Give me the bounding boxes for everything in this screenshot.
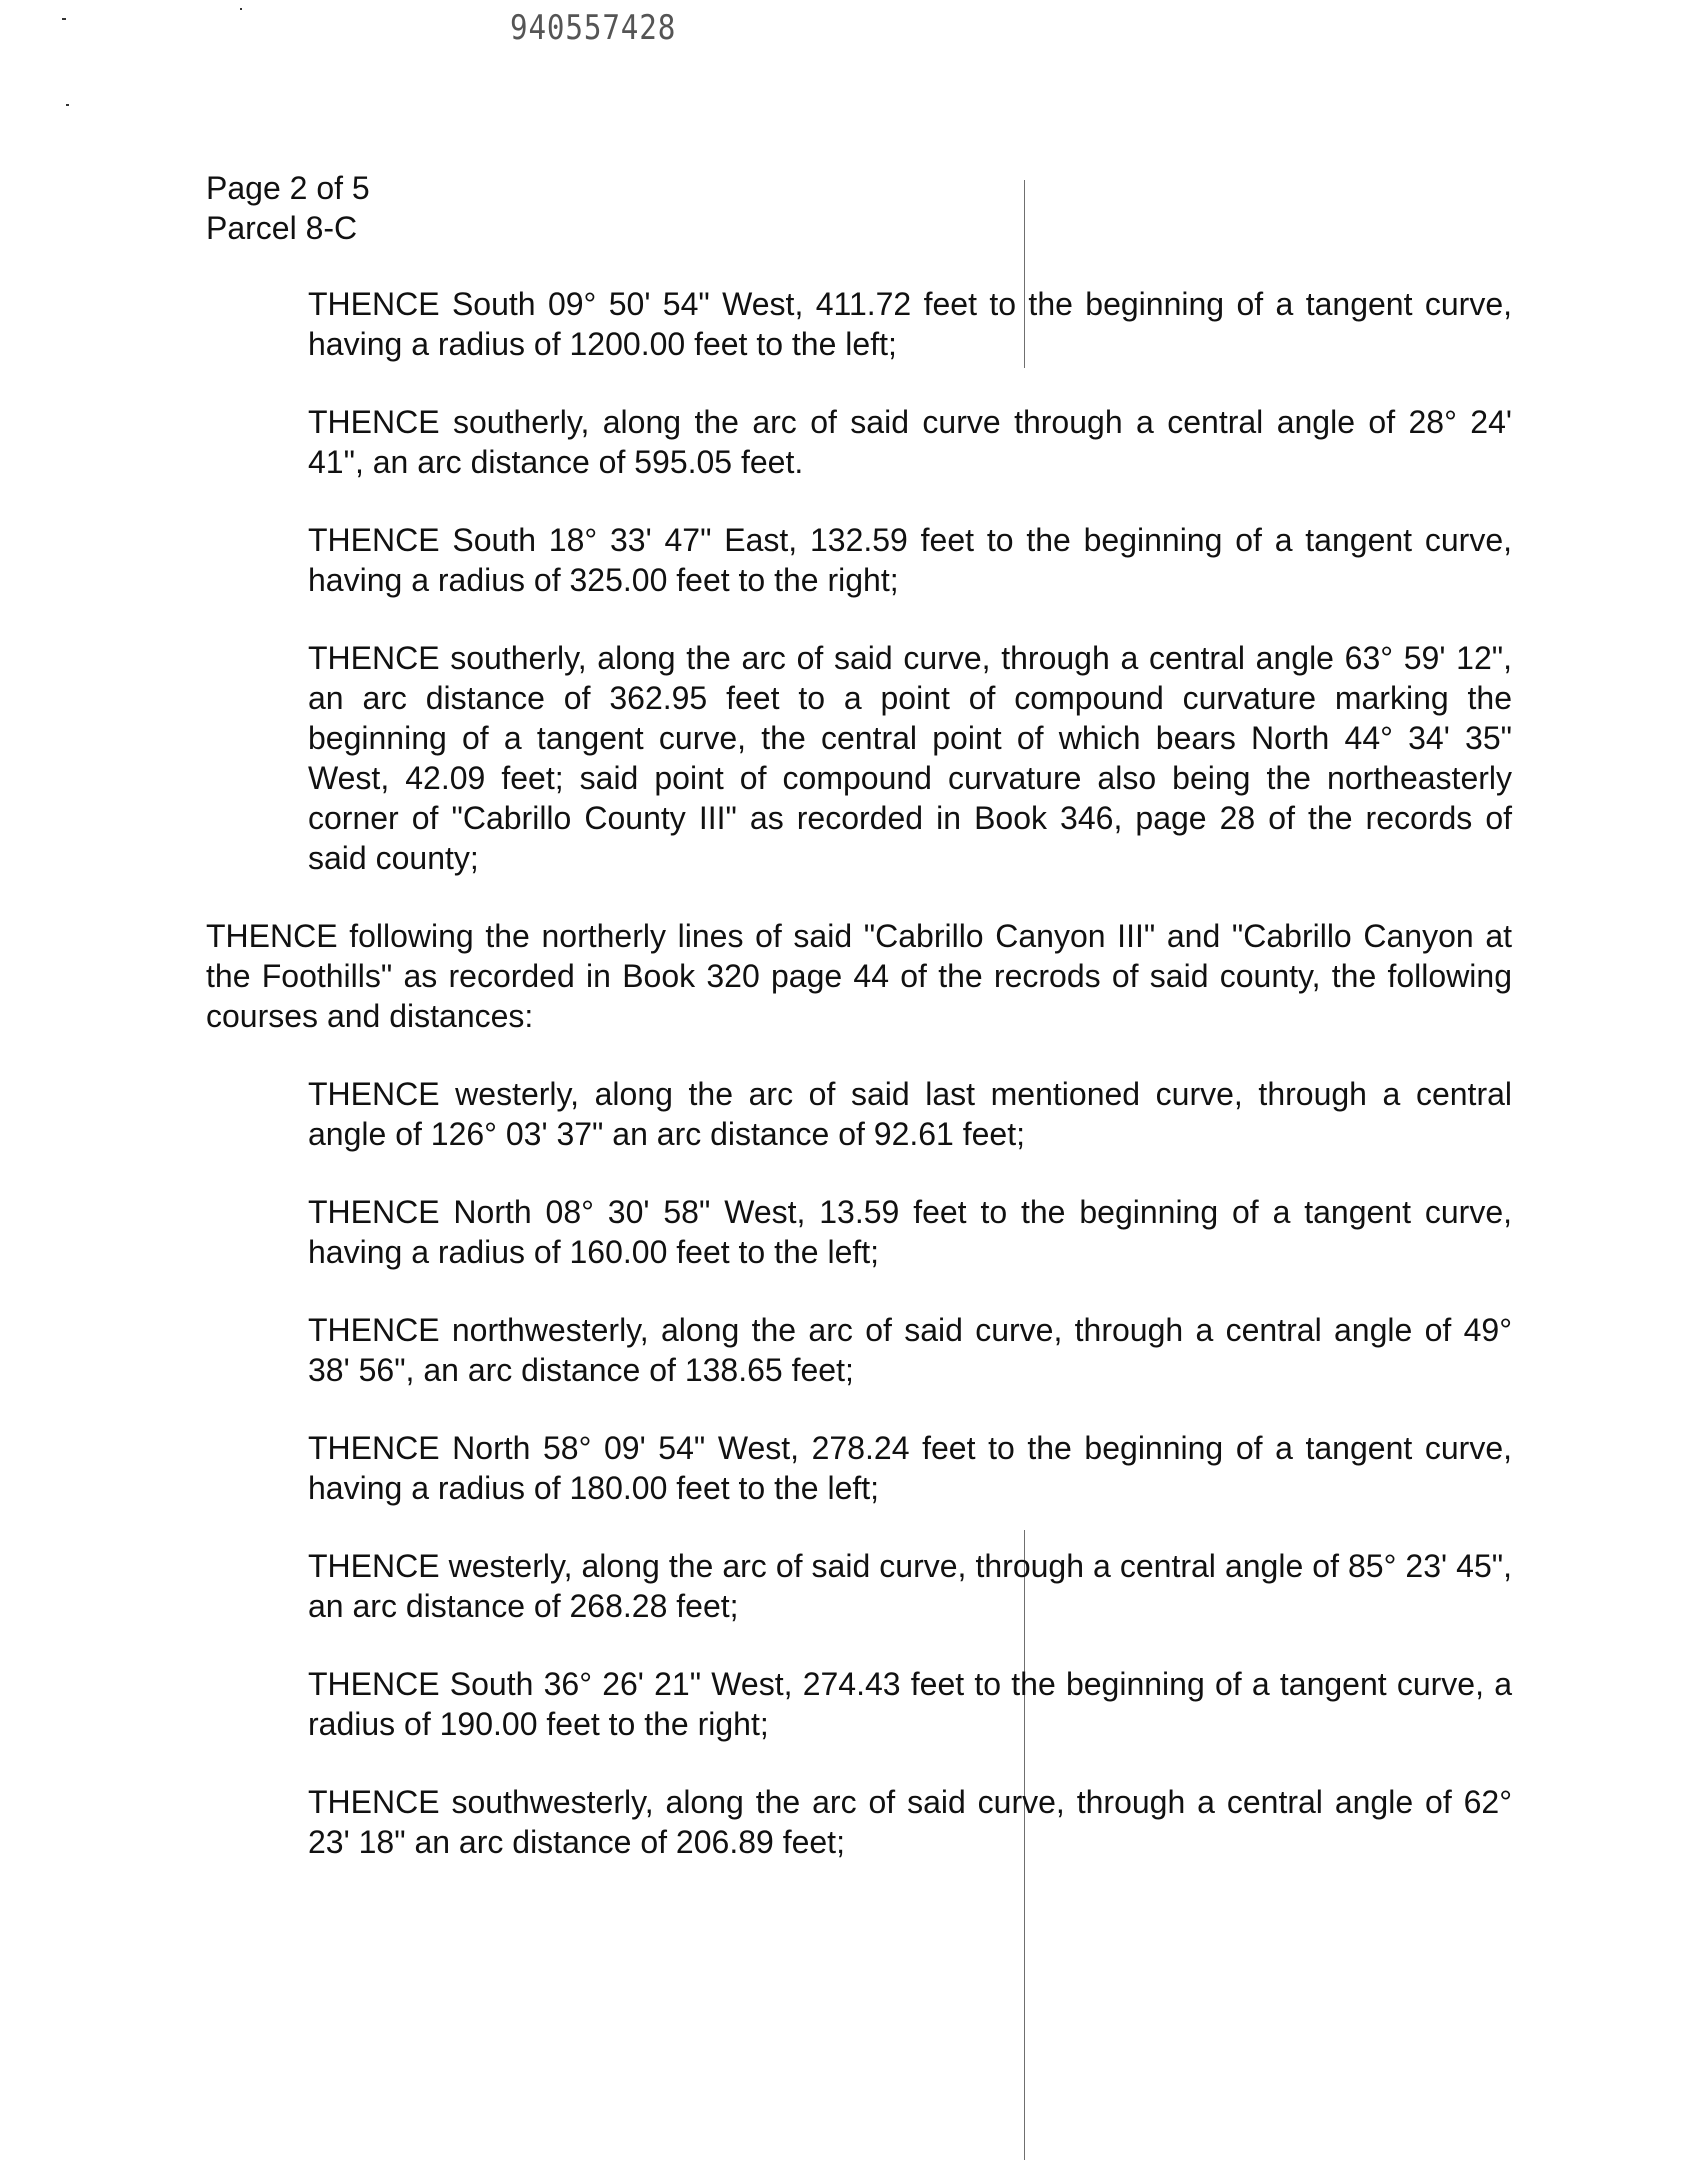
course-paragraph: THENCE westerly, along the arc of said curve, through a central angle of 85° 23' 45", an arc distance of 268.28 feet; xyxy=(308,1548,1512,1624)
course-paragraph: THENCE South 09° 50' 54" West, 411.72 feet to the beginning of a tangent curve, having a radius of 1200.00 feet to the left; xyxy=(308,286,1512,362)
course-paragraph: THENCE South 18° 33' 47" East, 132.59 feet to the beginning of a tangent curve, having a radius of 325.00 feet to the right; xyxy=(308,522,1512,598)
scan-speck xyxy=(62,18,66,20)
course-paragraph: THENCE southwesterly, along the arc of said curve, through a central angle of 62° 23' 18" an arc distance of 206.89 feet; xyxy=(308,1784,1512,1860)
courses-intro-paragraph: THENCE following the northerly lines of said "Cabrillo Canyon III" and "Cabrillo Canyon at the Foothills" as recorded in Book 320 page 44 of the recrods of said county, the following courses and distances: xyxy=(206,918,1512,1034)
course-paragraph: THENCE northwesterly, along the arc of said curve, through a central angle of 49° 38' 56", an arc distance of 138.65 feet; xyxy=(308,1312,1512,1388)
parcel-id: Parcel 8-C xyxy=(206,210,358,246)
course-paragraph: THENCE southerly, along the arc of said curve, through a central angle 63° 59' 12", an arc distance of 362.95 feet to a point of compound curvature marking the beginning of a tangent curve, the central point of which bears North 44° 34' 35" West, 42.09 feet; said point of compound curvature also being the northeasterly corner of "Cabrillo County III" as recorded in Book 346, page 28 of the records of said county; xyxy=(308,640,1512,876)
course-paragraph: THENCE North 08° 30' 58" West, 13.59 feet to the beginning of a tangent curve, having a radius of 160.00 feet to the left; xyxy=(308,1194,1512,1270)
scan-speck xyxy=(66,104,69,106)
page-header xyxy=(206,168,370,248)
course-paragraph: THENCE westerly, along the arc of said last mentioned curve, through a central angle of 126° 03' 37" an arc distance of 92.61 feet; xyxy=(308,1076,1512,1152)
document-stamp-number: 940557428 xyxy=(510,8,677,48)
course-paragraph: THENCE South 36° 26' 21" West, 274.43 feet to the beginning of a tangent curve, a radius of 190.00 feet to the right; xyxy=(308,1666,1512,1742)
scan-speck xyxy=(240,8,242,10)
course-paragraph: THENCE southerly, along the arc of said curve through a central angle of 28° 24' 41", an arc distance of 595.05 feet. xyxy=(308,404,1512,480)
course-paragraph: THENCE North 58° 09' 54" West, 278.24 feet to the beginning of a tangent curve, having a radius of 180.00 feet to the left; xyxy=(308,1430,1512,1506)
legal-description xyxy=(0,284,1696,1900)
page-number: Page 2 of 5 xyxy=(206,170,370,206)
